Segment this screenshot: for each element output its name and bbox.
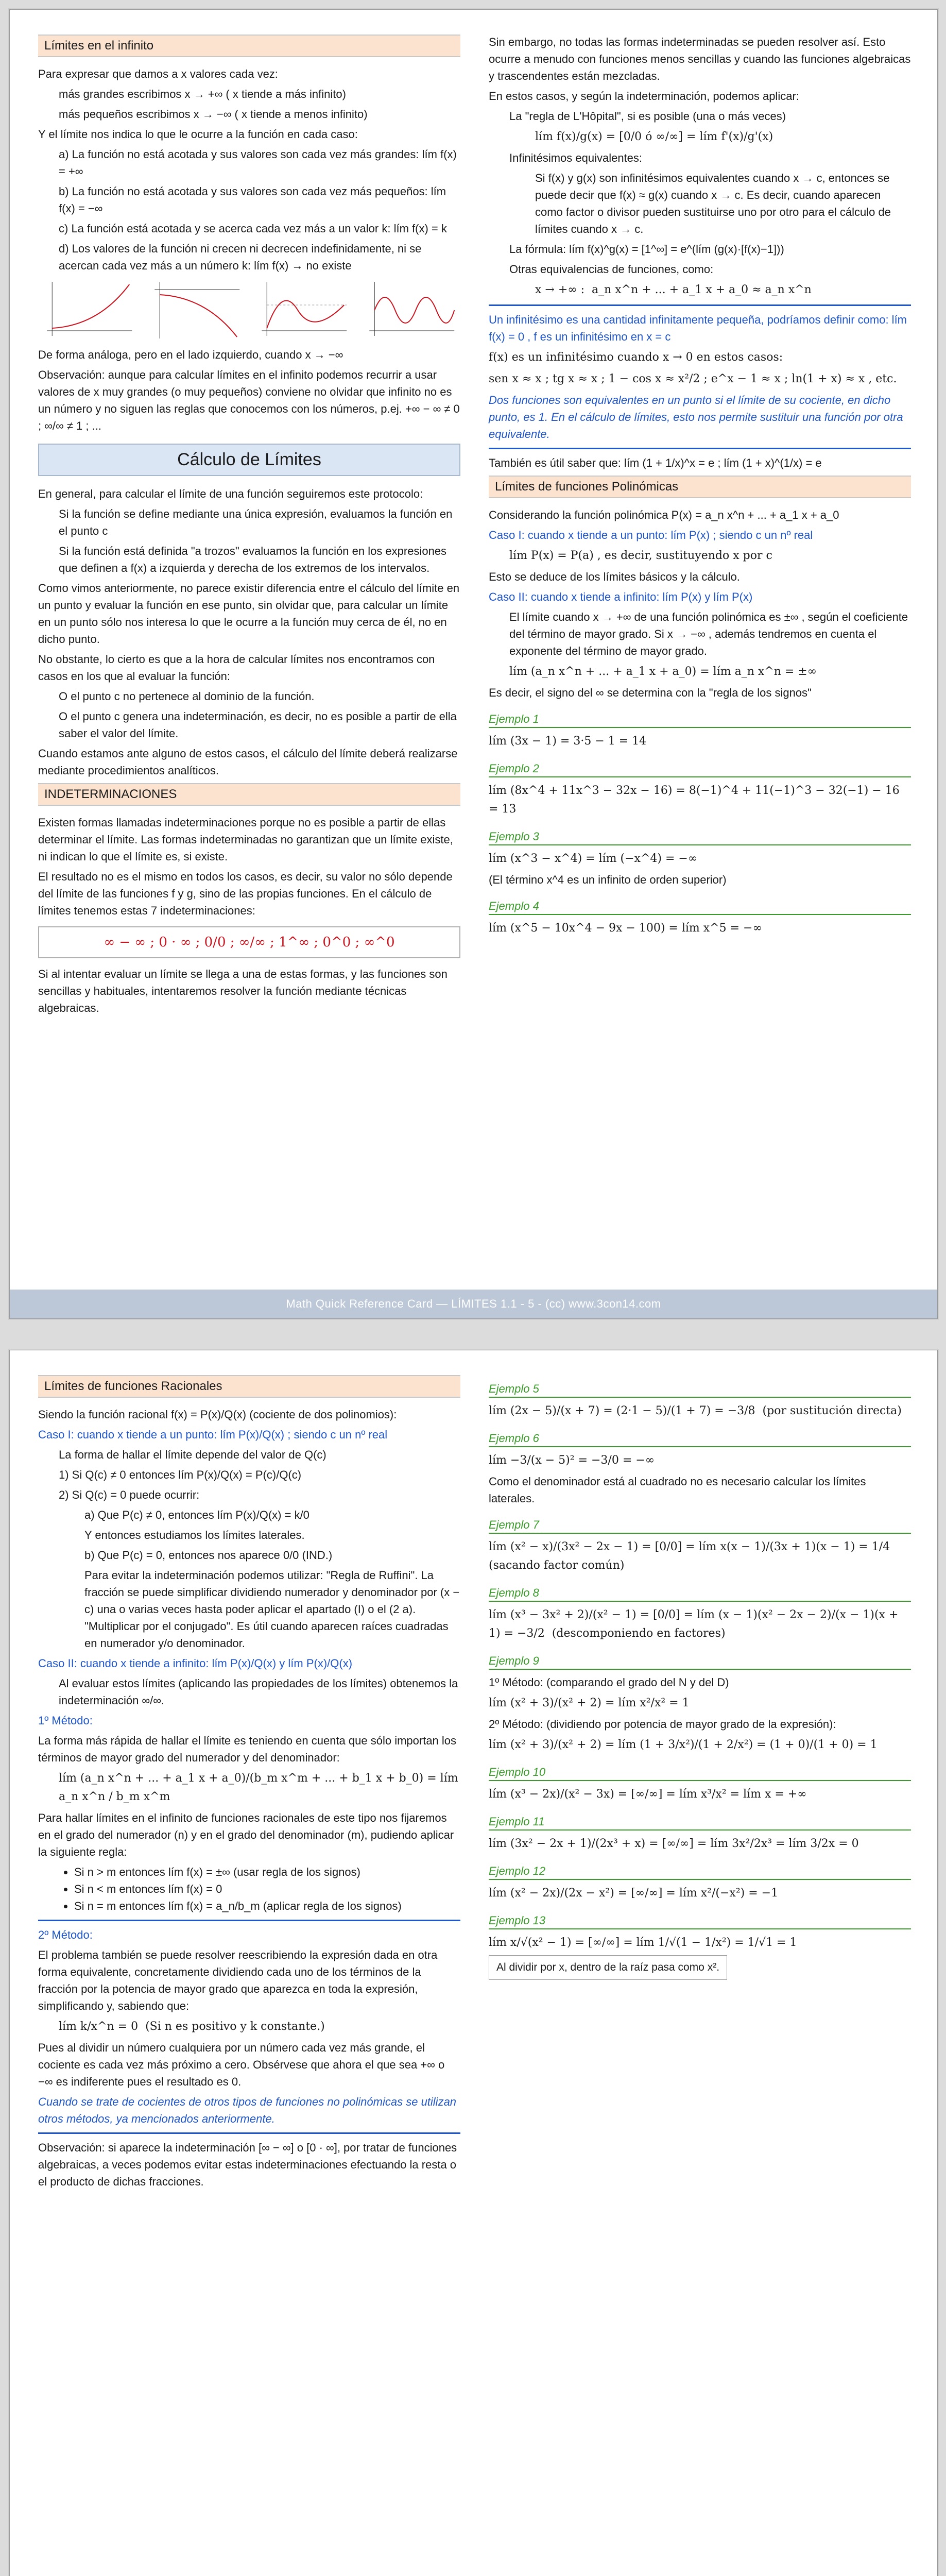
text: 2º Método: (dividiendo por potencia de mayor grado de la expresión): bbox=[489, 1718, 836, 1731]
example-formula: lím (x² + 3)/(x² + 2) = lím x²/x² = 1 bbox=[489, 1697, 690, 1709]
formula: lím (a_n x^n + ... + a_1 x + a_0) = lím a_n x^n = ±∞ bbox=[509, 665, 817, 678]
graph-b bbox=[146, 279, 246, 341]
note-box: Al dividir por x, dentro de la raíz pasa como x². bbox=[489, 1955, 727, 1980]
case-a: a) La función no está acotada y sus valores son cada vez más grandes: lím f(x) = +∞ bbox=[59, 148, 457, 178]
text: Un infinitésimo es una cantidad infinitamente pequeña, podríamos definir como: lím f(x) = 0 , f es un infinitésimo en x = c bbox=[489, 313, 907, 343]
limit-graphs bbox=[38, 279, 460, 341]
text: Cuando se trate de cocientes de otros tipos de funciones no polinómicas se utilizan otros métodos, ya mencionados anteriormente. bbox=[38, 2095, 457, 2125]
text: Cuando estamos ante alguno de estos casos, el cálculo del límite deberá realizarse mediante procedimientos analíticos. bbox=[38, 747, 458, 777]
text: Si al intentar evaluar un límite se llega a una de estas formas, y las funciones son sencillas y habituales, intentaremos resolver la función mediante técnicas algebraicas. bbox=[38, 968, 448, 1014]
text: Sin embargo, no todas las formas indeterminadas se pueden resolver así. Esto ocurre a menudo con funciones menos sencillas y cuando las funciones algebraicas y trascendentes están mezcladas. bbox=[489, 36, 911, 82]
text: No obstante, lo cierto es que a la hora de calcular límites nos encontramos con casos en los que al evaluar la función: bbox=[38, 653, 435, 683]
example-title: Ejemplo 13 bbox=[489, 1914, 911, 1929]
example-formula: lím (x² − 2x)/(2x − x²) = [∞/∞] = lím x²/(−x²) = −1 bbox=[489, 1887, 779, 1900]
text: Observación: si aparece la indeterminación [∞ − ∞] o [0 · ∞], por tratar de funciones algebraicas, a veces podemos evitar estas indeterminaciones efectuando la resta o el producto de dichas fracciones. bbox=[38, 2141, 457, 2188]
example-formula: lím (x³ − 3x² + 2)/(x² − 1) = [0/0] = lím (x − 1)(x² − 2x − 2)/(x − 1)(x + 1) = −3/2 (descomponiendo en factores) bbox=[489, 1608, 902, 1640]
text: En estos casos, y según la indeterminación, podemos aplicar: bbox=[489, 90, 799, 103]
text: Y el límite nos indica lo que le ocurre a la función en cada caso: bbox=[38, 128, 358, 141]
divider bbox=[489, 304, 911, 306]
example-title: Ejemplo 11 bbox=[489, 1815, 911, 1831]
example-title: Ejemplo 3 bbox=[489, 830, 911, 845]
text: Si la función se define mediante una única expresión, evaluamos la función en el punto c bbox=[59, 507, 453, 537]
section-header-infinity: Límites en el infinito bbox=[38, 35, 460, 57]
example-formula: lím (x² − x)/(3x² − 2x − 1) = [0/0] = lím x(x − 1)/(3x + 1)(x − 1) = 1/4 (sacando factor común) bbox=[489, 1540, 898, 1572]
example-title: Ejemplo 9 bbox=[489, 1654, 911, 1670]
text: 1º Método: (comparando el grado del N y del D) bbox=[489, 1676, 729, 1689]
text: El resultado no es el mismo en todos los casos, es decir, su valor no sólo depende del límite de las funciones f y g, sino de las propias funciones. En el cálculo de límites tenemos estas 7 indeterminaciones: bbox=[38, 870, 453, 917]
page1-left-column bbox=[38, 30, 460, 1272]
text: (El término x^4 es un infinito de orden superior) bbox=[489, 873, 727, 886]
example-formula: lím (8x^4 + 11x^3 − 32x − 16) = 8(−1)^4 + 11(−1)^3 − 32(−1) − 16 = 13 bbox=[489, 784, 903, 816]
example-formula: lím (3x² − 2x + 1)/(2x³ + x) = [∞/∞] = lím 3x²/2x³ = lím 3/2x = 0 bbox=[489, 1837, 859, 1850]
divider bbox=[38, 1920, 460, 1921]
section-header-polinomicas: Límites de funciones Polinómicas bbox=[489, 476, 911, 498]
section-header-racionales: Límites de funciones Racionales bbox=[38, 1375, 460, 1398]
example-title: Ejemplo 5 bbox=[489, 1382, 911, 1398]
example-formula: lím x/√(x² − 1) = [∞/∞] = lím 1/√(1 − 1/x²) = 1/√1 = 1 bbox=[489, 1936, 797, 1949]
example-formula: lím (x^5 − 10x^4 − 9x − 100) = lím x^5 = −∞ bbox=[489, 922, 762, 935]
text: Observación: aunque para calcular límites en el infinito podemos recurrir a usar valores de x muy grandes (o muy pequeños) conviene no olvidar que infinito no es un número y no siguen las reglas que conocemos con los números, p.ej. +∞ − ∞ ≠ 0 ; ∞/∞ ≠ 1 ; ... bbox=[38, 368, 460, 432]
example-formula: lím (x^3 − x^4) = lím (−x^4) = −∞ bbox=[489, 852, 698, 865]
text: 1º Método: bbox=[38, 1714, 93, 1727]
formula: lím k/x^n = 0 (Si n es positivo y k constante.) bbox=[59, 2020, 325, 2033]
text: La forma de hallar el límite depende del valor de Q(c) bbox=[59, 1448, 326, 1461]
section-header-indeterminaciones: INDETERMINACIONES bbox=[38, 783, 460, 806]
text: O el punto c no pertenece al dominio de la función. bbox=[59, 690, 315, 703]
text: Caso I: cuando x tiende a un punto: lím P(x)/Q(x) ; siendo c un nº real bbox=[38, 1428, 388, 1441]
page2-right-column bbox=[489, 1371, 911, 2576]
page-1 bbox=[9, 9, 938, 1319]
example-title: Ejemplo 8 bbox=[489, 1586, 911, 1602]
list-item: • Si n > m entonces lím f(x) = ±∞ (usar regla de los signos) bbox=[74, 1863, 460, 1880]
text: La "regla de L'Hôpital", si es posible (una o más veces) bbox=[509, 110, 786, 123]
text: En general, para calcular el límite de una función seguiremos este protocolo: bbox=[38, 487, 423, 500]
text: 1) Si Q(c) ≠ 0 entonces lím P(x)/Q(x) = P(c)/Q(c) bbox=[59, 1468, 302, 1481]
formula: f(x) es un infinitésimo cuando x → 0 en estos casos: bbox=[489, 351, 783, 364]
case-d: d) Los valores de la función ni crecen ni decrecen indefinidamente, ni se acercan cada vez más a un número k: lím f(x) → no existe bbox=[59, 242, 422, 272]
example-title: Ejemplo 10 bbox=[489, 1766, 911, 1781]
text: Como vimos anteriormente, no parece existir diferencia entre el cálculo del límite en un punto y evaluar la función en ese punto, sin olvidar que, para calcular un límite en un punto sólo nos interesa lo que le ocurre a la función muy cerca de él, no en dicho punto. bbox=[38, 582, 460, 646]
text: De forma análoga, pero en el lado izquierdo, cuando x → −∞ bbox=[38, 348, 343, 361]
text: Otras equivalencias de funciones, como: bbox=[509, 263, 714, 276]
text: Caso II: cuando x tiende a infinito: lím P(x) y lím P(x) bbox=[489, 590, 753, 603]
graph-a bbox=[38, 279, 139, 341]
text: Al evaluar estos límites (aplicando las propiedades de los límites) obtenemos la indeterminación ∞/∞. bbox=[59, 1677, 458, 1707]
page2-left-column bbox=[38, 1371, 460, 2576]
text: más pequeños escribimos x → −∞ ( x tiende a menos infinito) bbox=[59, 108, 368, 121]
text: Pues al dividir un número cualquiera por un número cada vez más grande, el cociente es cada vez más próximo a cero. Obsérvese que ahora el que sea +∞ o −∞ es indiferente pues el resultado es 0. bbox=[38, 2041, 445, 2088]
text: Dos funciones son equivalentes en un punto si el límite de su cociente, en dicho punto, es 1. En el cálculo de límites, esto nos permite sustituir una función por otra equivalente. bbox=[489, 394, 903, 440]
example-title: Ejemplo 2 bbox=[489, 762, 911, 777]
text: Para evitar la indeterminación podemos utilizar: "Regla de Ruffini". La fracción se puede simplificar dividiendo numerador y denominador por (x − c) una o varias veces hasta poder aplicar el apartado (I) o el (2 a). "Multiplicar por el conjugado". Es útil cuando aparecen raíces cuadradas en numerador y/o denominador. bbox=[84, 1569, 460, 1650]
example-formula: lím (2x − 5)/(x + 7) = (2·1 − 5)/(1 + 7) = −3/8 (por sustitución directa) bbox=[489, 1404, 902, 1417]
example-formula: lím (x³ − 2x)/(x² − 3x) = [∞/∞] = lím x³/x² = lím x = +∞ bbox=[489, 1788, 807, 1801]
formula: x → +∞ : a_n x^n + ... + a_1 x + a_0 ≈ a_n x^n bbox=[535, 283, 812, 296]
text: Para hallar límites en el infinito de funciones racionales de este tipo nos fijaremos en el grado del numerador (n) y en el grado del denominador (m), pudiendo aplicar la siguiente regla: bbox=[38, 1811, 454, 1858]
text: La fórmula: lím f(x)^g(x) = [1^∞] = e^(lím (g(x)·[f(x)−1])) bbox=[509, 243, 784, 256]
page1-right-column bbox=[489, 30, 911, 1272]
text: 2º Método: bbox=[38, 1928, 93, 1941]
text: Caso I: cuando x tiende a un punto: lím P(x) ; siendo c un nº real bbox=[489, 529, 813, 541]
example-formula: lím −3/(x − 5)² = −3/0 = −∞ bbox=[489, 1454, 655, 1467]
text: más grandes escribimos x → +∞ ( x tiende a más infinito) bbox=[59, 88, 346, 100]
example-title: Ejemplo 6 bbox=[489, 1432, 911, 1447]
divider bbox=[38, 2132, 460, 2134]
graph-c bbox=[253, 279, 353, 341]
text: La forma más rápida de hallar el límite es teniendo en cuenta que sólo importan los términos de mayor grado del numerador y del denominador: bbox=[38, 1734, 457, 1764]
text: Esto se deduce de los límites básicos y la cálculo. bbox=[489, 570, 740, 583]
graph-d bbox=[360, 279, 461, 341]
formula: sen x ≈ x ; tg x ≈ x ; 1 − cos x ≈ x²/2 ; e^x − 1 ≈ x ; ln(1 + x) ≈ x , etc. bbox=[489, 372, 897, 385]
text: Y entonces estudiamos los límites laterales. bbox=[84, 1529, 305, 1541]
text: Para expresar que damos a x valores cada vez: bbox=[38, 67, 278, 80]
text: 2) Si Q(c) = 0 puede ocurrir: bbox=[59, 1488, 200, 1501]
case-b: b) La función no está acotada y sus valores son cada vez más pequeños: lím f(x) = −∞ bbox=[59, 185, 446, 215]
text: Si f(x) y g(x) son infinitésimos equivalentes cuando x → c, entonces se puede decir que f(x) ≈ g(x) cuando x → c. Es decir, cuando aparecen como factor o divisor pueden sustituirse uno por otro para el cálculo de límites cuando x → c. bbox=[535, 172, 891, 235]
text: b) Que P(c) = 0, entonces nos aparece 0/0 (IND.) bbox=[84, 1549, 333, 1562]
text: El problema también se puede resolver reescribiendo la expresión dada en otra forma equivalente, concretamente dividiendo cada uno de los términos de la fracción por la potencia de mayor grado que aparezca en toda la expresión, simplificando y, sabiendo que: bbox=[38, 1948, 438, 2012]
indeterminations-box: ∞ − ∞ ; 0 · ∞ ; 0/0 ; ∞/∞ ; 1^∞ ; 0^0 ; ∞^0 bbox=[38, 926, 460, 958]
text: Existen formas llamadas indeterminaciones porque no es posible a partir de ellas determinar el límite. Las formas indeterminadas no garantizan que un límite existe, ni indican lo que el límite es, si existe. bbox=[38, 816, 453, 863]
list-item: • Si n = m entonces lím f(x) = a_n/b_m (aplicar regla de los signos) bbox=[74, 1897, 460, 1914]
example-title: Ejemplo 1 bbox=[489, 713, 911, 728]
text: Caso II: cuando x tiende a infinito: lím P(x)/Q(x) y lím P(x)/Q(x) bbox=[38, 1657, 353, 1670]
divider bbox=[489, 448, 911, 449]
text: Es decir, el signo del ∞ se determina con la "regla de los signos" bbox=[489, 686, 812, 699]
example-title: Ejemplo 7 bbox=[489, 1518, 911, 1534]
case-c: c) La función está acotada y se acerca cada vez más a un valor k: lím f(x) = k bbox=[59, 222, 447, 235]
formula: lím (a_n x^n + ... + a_1 x + a_0)/(b_m x^m + ... + b_1 x + b_0) = lím a_n x^n / b_m x^m bbox=[59, 1772, 462, 1803]
section-header-calculo: Cálculo de Límites bbox=[38, 444, 460, 476]
text: Si la función está definida "a trozos" evaluamos la función en los expresiones que definen a f(x) a izquierda y derecha de los extremos de los intervalos. bbox=[59, 545, 447, 574]
text: Como el denominador está al cuadrado no es necesario calcular los límites laterales. bbox=[489, 1475, 866, 1505]
rule-list bbox=[38, 1863, 460, 1914]
example-title: Ejemplo 4 bbox=[489, 900, 911, 915]
example-formula: lím (3x − 1) = 3·5 − 1 = 14 bbox=[489, 735, 647, 748]
page-2 bbox=[9, 1350, 938, 2576]
example-title: Ejemplo 12 bbox=[489, 1865, 911, 1880]
example-formula: lím (x² + 3)/(x² + 2) = lím (1 + 3/x²)/(1 + 2/x²) = (1 + 0)/(1 + 0) = 1 bbox=[489, 1738, 878, 1751]
page-footer: Math Quick Reference Card — LÍMITES 1.1 - 5 - (cc) www.3con14.com bbox=[10, 1290, 937, 1318]
text: El límite cuando x → +∞ de una función polinómica es ±∞ , según el coeficiente del término de mayor grado. Si x → −∞ , además tendremos en cuenta el exponente del término de mayor grado. bbox=[509, 611, 908, 657]
text: Siendo la función racional f(x) = P(x)/Q(x) (cociente de dos polinomios): bbox=[38, 1408, 397, 1421]
text: O el punto c genera una indeterminación, es decir, no es posible a partir de ella saber el valor del límite. bbox=[59, 710, 457, 740]
text: También es útil saber que: lím (1 + 1/x)^x = e ; lím (1 + x)^(1/x) = e bbox=[489, 456, 822, 469]
formula: lím P(x) = P(a) , es decir, sustituyendo x por c bbox=[509, 549, 772, 562]
text: Considerando la función polinómica P(x) = a_n x^n + ... + a_1 x + a_0 bbox=[489, 509, 839, 521]
text: a) Que P(c) ≠ 0, entonces lím P(x)/Q(x) = k/0 bbox=[84, 1509, 309, 1521]
list-item: • Si n < m entonces lím f(x) = 0 bbox=[74, 1880, 460, 1897]
text: Infinitésimos equivalentes: bbox=[509, 151, 643, 164]
formula: lím f(x)/g(x) = [0/0 ó ∞/∞] = lím f'(x)/g'(x) bbox=[535, 130, 773, 143]
